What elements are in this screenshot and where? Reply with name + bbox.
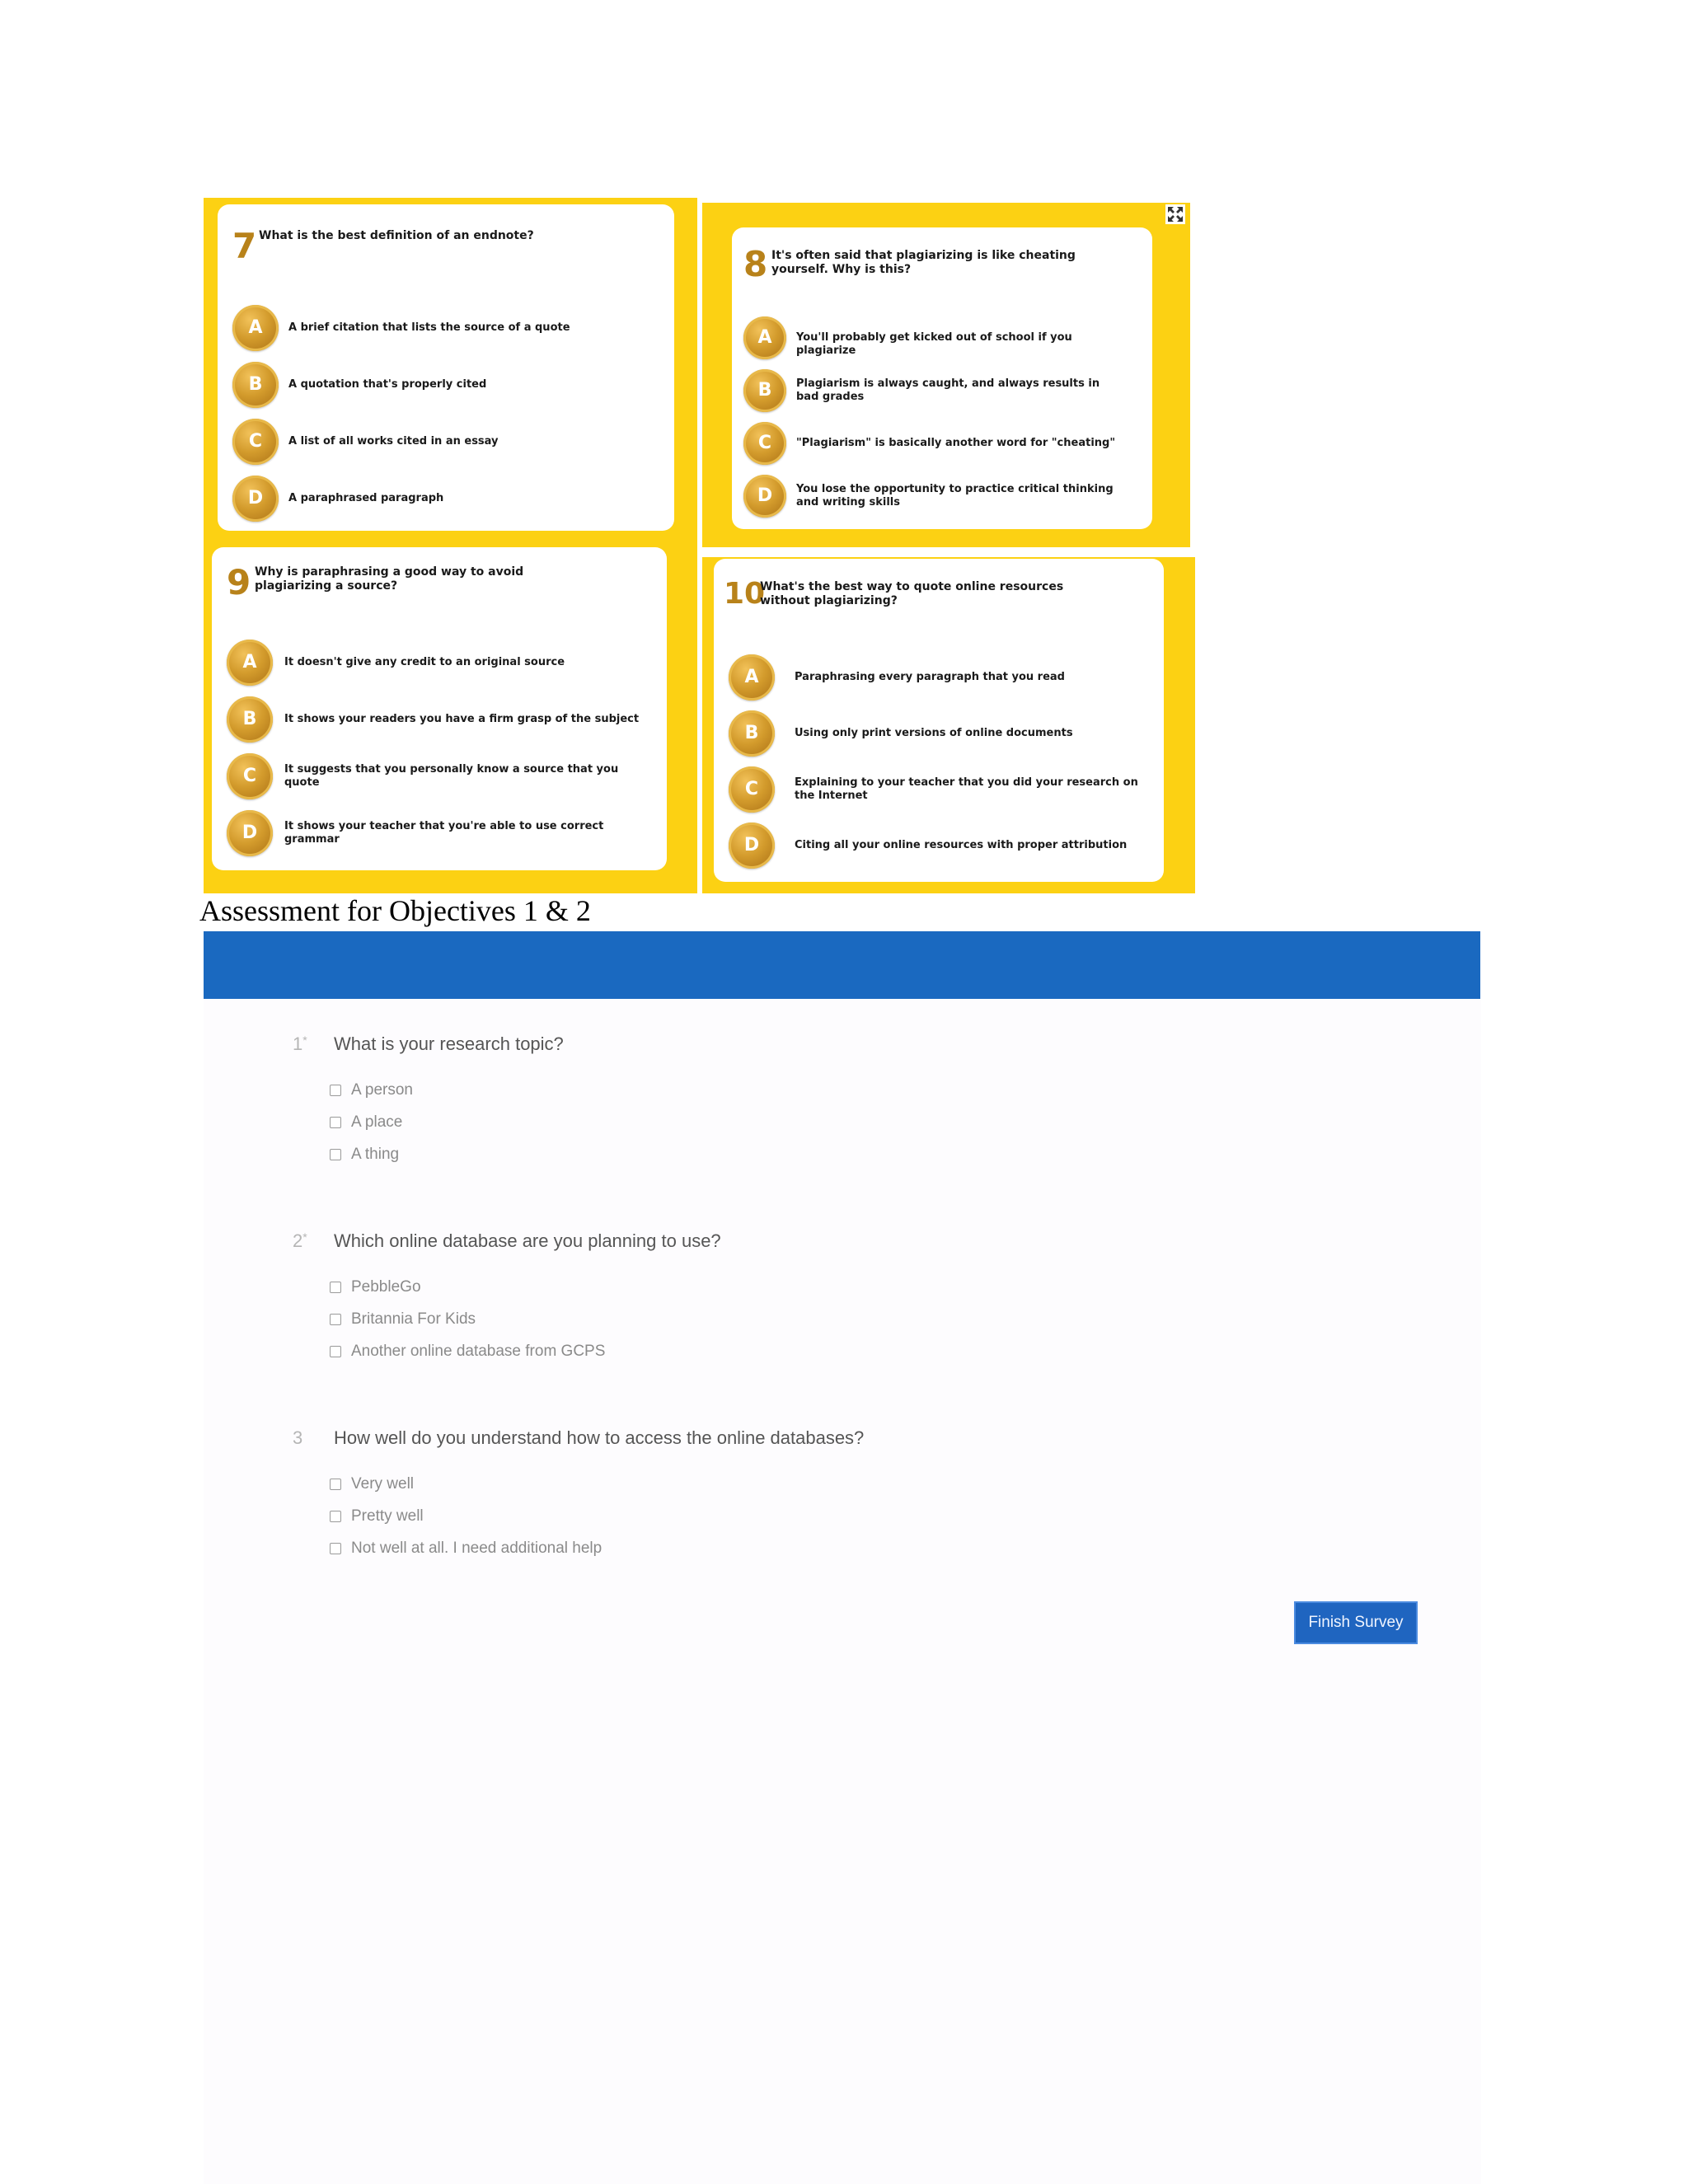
answer-letter-badge: D	[729, 823, 775, 869]
answer-text: Citing all your online resources with proper attribution	[795, 839, 1128, 851]
option-label: Not well at all. I need additional help	[351, 1540, 603, 1557]
answer-text: It shows your teacher that you're able to use correct grammar	[284, 820, 604, 846]
answer-letter-badge: C	[729, 766, 775, 813]
answer-text: Explaining to your teacher that you did your research on the Internet	[795, 776, 1138, 802]
option-label: A thing	[351, 1146, 400, 1163]
answer-option-c[interactable]	[714, 766, 1164, 819]
option-label: Another online database from GCPS	[351, 1343, 606, 1360]
question-number: 9	[227, 562, 251, 602]
question-text: What is the best definition of an endnote?	[259, 229, 534, 242]
quiz-panel-7	[204, 198, 697, 544]
quiz-card	[212, 547, 667, 870]
survey-header-bar	[204, 931, 1480, 999]
answer-text: A quotation that's properly cited	[288, 378, 487, 391]
required-marker: *	[302, 1230, 307, 1244]
answer-letter-badge: D	[227, 810, 273, 856]
answer-option-a[interactable]	[732, 316, 1152, 369]
checkbox[interactable]	[330, 1117, 341, 1128]
answer-text: A list of all works cited in an essay	[288, 435, 499, 448]
answer-text: "Plagiarism" is basically another word for "cheating"	[796, 437, 1116, 449]
checkbox[interactable]	[330, 1149, 341, 1160]
question-number: 8	[743, 244, 768, 284]
answer-text: It suggests that you personally know a source that you quote	[284, 763, 619, 789]
finish-survey-button[interactable]: Finish Survey	[1294, 1601, 1418, 1644]
option-label: Britannia For Kids	[351, 1310, 476, 1328]
question-text: What's the best way to quote online resources without plagiarizing?	[760, 580, 1064, 607]
answer-letter-badge: C	[227, 753, 273, 799]
answer-letter-badge: C	[743, 422, 786, 465]
answer-text: You lose the opportunity to practice critical thinking and writing skills	[796, 483, 1114, 509]
answer-letter-badge: A	[743, 316, 786, 359]
answer-text: You'll probably get kicked out of school if you plagiarize	[796, 331, 1072, 357]
answer-text: A brief citation that lists the source of a quote	[288, 321, 570, 334]
answer-option-d[interactable]	[218, 476, 674, 528]
checkbox[interactable]	[330, 1543, 341, 1554]
checkbox[interactable]	[330, 1314, 341, 1325]
answer-option-c[interactable]	[218, 419, 674, 471]
answer-option-a[interactable]	[714, 654, 1164, 707]
answer-text: Using only print versions of online documents	[795, 727, 1073, 739]
answer-option-b[interactable]	[732, 369, 1152, 422]
answer-option-c[interactable]	[732, 422, 1152, 475]
answer-text: It shows your readers you have a firm grasp of the subject	[284, 713, 640, 725]
question-number: 7	[232, 226, 257, 266]
checkbox[interactable]	[330, 1346, 341, 1357]
checkbox[interactable]	[330, 1085, 341, 1096]
answer-letter-badge: D	[232, 476, 279, 522]
quiz-panel-9	[204, 544, 697, 893]
answer-letter-badge: A	[232, 305, 279, 351]
option-label: PebbleGo	[351, 1278, 421, 1296]
answer-option-a[interactable]	[212, 640, 667, 692]
answer-text: Paraphrasing every paragraph that you read	[795, 671, 1065, 683]
answer-option-b[interactable]	[714, 710, 1164, 763]
question-text: It's often said that plagiarizing is like cheating yourself. Why is this?	[771, 249, 1076, 276]
question-text: What is your research topic?	[334, 1033, 564, 1054]
checkbox[interactable]	[330, 1282, 341, 1293]
answer-option-d[interactable]	[212, 810, 667, 863]
quiz-card	[218, 204, 674, 531]
answer-option-a[interactable]	[218, 305, 674, 358]
answer-option-b[interactable]	[218, 362, 674, 415]
answer-text: A paraphrased paragraph	[288, 492, 444, 504]
answer-option-b[interactable]	[212, 696, 667, 749]
option-label: A place	[351, 1113, 403, 1131]
answer-letter-badge: A	[729, 654, 775, 701]
answer-text: It doesn't give any credit to an original source	[284, 656, 565, 668]
answer-letter-badge: B	[232, 362, 279, 408]
question-number: 1*	[293, 1033, 307, 1054]
question-text: How well do you understand how to access the online databases?	[334, 1427, 865, 1448]
question-number: 2*	[293, 1230, 307, 1251]
question-text: Why is paraphrasing a good way to avoid plagiarizing a source?	[255, 565, 524, 593]
answer-option-c[interactable]	[212, 753, 667, 806]
answer-letter-badge: B	[227, 696, 273, 743]
quiz-card	[732, 227, 1152, 529]
answer-text: Plagiarism is always caught, and always results in bad grades	[796, 377, 1100, 403]
checkbox[interactable]	[330, 1511, 341, 1522]
answer-letter-badge: A	[227, 640, 273, 686]
option-label: A person	[351, 1081, 413, 1099]
option-label: Very well	[351, 1475, 415, 1493]
answer-letter-badge: C	[232, 419, 279, 465]
question-text: Which online database are you planning to use?	[334, 1230, 721, 1251]
quiz-panel-10	[702, 557, 1195, 893]
answer-option-d[interactable]	[732, 475, 1152, 527]
section-caption: Assessment for Objectives 1 & 2	[199, 894, 591, 927]
question-number: 10	[724, 577, 766, 611]
answer-letter-badge: B	[743, 369, 786, 412]
expand-icon[interactable]	[1165, 204, 1185, 224]
checkbox[interactable]	[330, 1479, 341, 1490]
answer-letter-badge: D	[743, 475, 786, 518]
answer-option-d[interactable]	[714, 823, 1164, 875]
quiz-panel-8	[702, 203, 1190, 547]
option-label: Pretty well	[351, 1507, 424, 1525]
answer-letter-badge: B	[729, 710, 775, 757]
required-marker: *	[302, 1033, 307, 1047]
quiz-card	[714, 559, 1164, 882]
question-number: 3	[293, 1427, 303, 1448]
